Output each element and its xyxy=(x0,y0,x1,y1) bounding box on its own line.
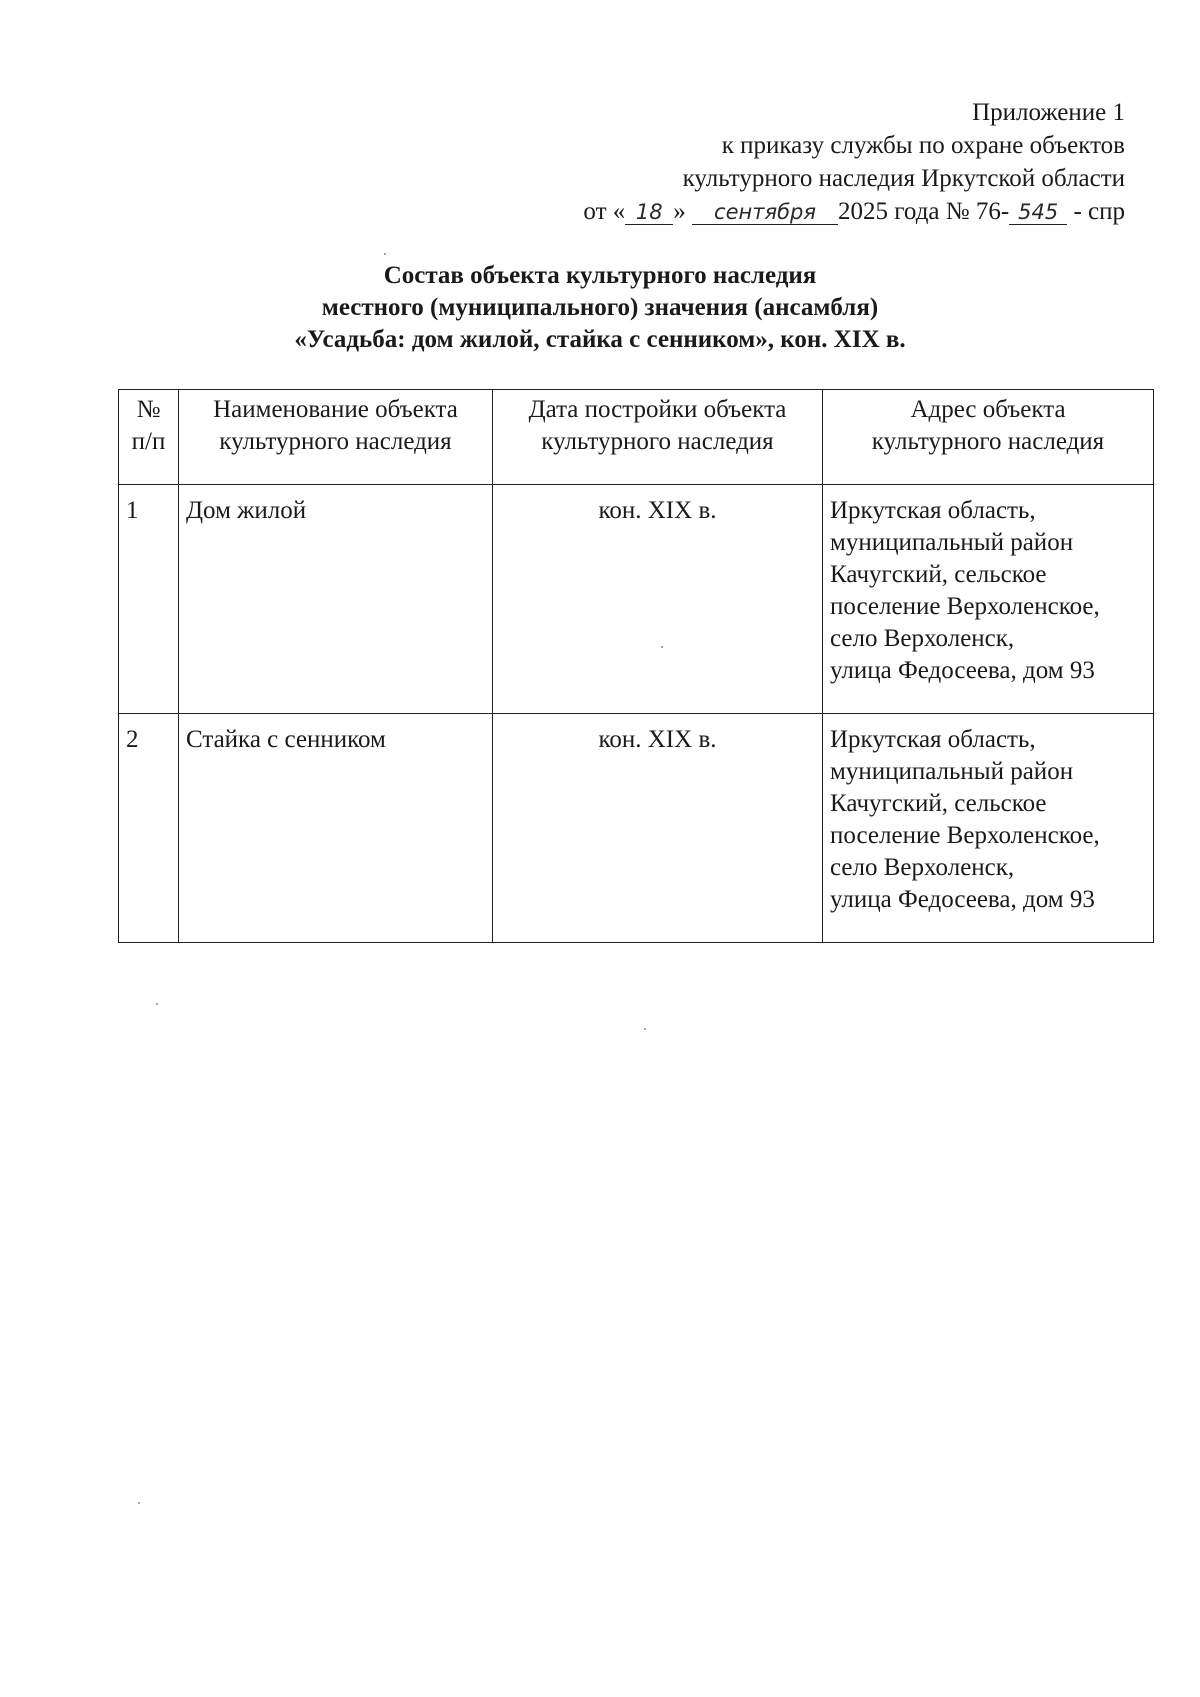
header-number xyxy=(119,390,179,485)
header-name xyxy=(179,390,493,485)
construction-date: кон. XIX в. xyxy=(493,485,823,714)
scan-speck xyxy=(156,1003,158,1005)
address-line: село Верхоленск, xyxy=(830,625,1015,652)
address-line: муниципальный район xyxy=(830,529,1074,556)
address-line: муниципальный район xyxy=(830,758,1074,785)
address-line: Качугский, сельское xyxy=(830,790,1047,817)
order-date-line xyxy=(583,195,1125,228)
title-line-2: местного (муниципального) значения (ансамбля) xyxy=(321,294,879,321)
address-line: улица Федосеева, дом 93 xyxy=(830,657,1095,684)
appendix-label: Приложение 1 xyxy=(972,99,1125,126)
header-date xyxy=(493,390,823,485)
month-field xyxy=(692,200,838,225)
scan-speck xyxy=(138,1502,140,1504)
table-header-row xyxy=(119,390,1154,485)
title-line-3: «Усадьба: дом жилой, стайка с сенником», кон. XIX в. xyxy=(294,326,906,353)
address-line: Качугский, сельское xyxy=(830,561,1047,588)
construction-date: кон. XIX в. xyxy=(493,714,823,943)
table-row xyxy=(119,714,1154,943)
address-line: Иркутская область, xyxy=(830,497,1036,524)
number-field xyxy=(1009,200,1067,225)
header-number-line-1: № xyxy=(136,396,161,423)
address-line: улица Федосеева, дом 93 xyxy=(830,886,1095,913)
address-line: село Верхоленск, xyxy=(830,854,1015,881)
object-name: Дом жилой xyxy=(179,485,493,714)
appendix-header xyxy=(583,96,1125,228)
scan-speck xyxy=(644,1028,646,1030)
header-name-line-2: культурного наследия xyxy=(219,428,452,455)
scan-speck xyxy=(384,253,386,255)
header-address-line-2: культурного наследия xyxy=(871,428,1105,455)
heritage-objects-table xyxy=(118,389,1154,943)
object-address xyxy=(823,485,1154,714)
title-line-1: Состав объекта культурного наследия xyxy=(383,262,817,289)
day-field xyxy=(625,200,673,225)
order-reference-line-2: культурного наследия Иркутской области xyxy=(682,165,1125,192)
table-row xyxy=(119,485,1154,714)
address-line: поселение Верхоленское, xyxy=(830,593,1100,620)
header-date-line-1: Дата постройки объекта xyxy=(528,396,787,423)
date-prefix: от « xyxy=(583,198,626,225)
header-name-line-1: Наименование объекта xyxy=(213,396,458,423)
handwritten-day: 18 xyxy=(635,200,663,224)
handwritten-month: сентября xyxy=(714,200,817,224)
address-line: Иркутская область, xyxy=(830,726,1036,753)
row-number: 2 xyxy=(119,714,179,943)
scan-speck xyxy=(661,646,663,648)
address-line: поселение Верхоленское, xyxy=(830,822,1100,849)
order-reference-line-1: к приказу службы по охране объектов xyxy=(721,132,1125,159)
object-name: Стайка с сенником xyxy=(179,714,493,943)
header-address xyxy=(823,390,1154,485)
order-suffix: - спр xyxy=(1067,198,1125,225)
header-number-line-2: п/п xyxy=(131,428,166,455)
handwritten-number: 545 xyxy=(1018,200,1059,224)
object-address xyxy=(823,714,1154,943)
quote-close: » xyxy=(673,198,686,225)
year-and-number-text: 2025 года № 76- xyxy=(838,198,1010,225)
document-title xyxy=(0,260,1200,356)
header-date-line-2: культурного наследия xyxy=(541,428,774,455)
row-number: 1 xyxy=(119,485,179,714)
header-address-line-1: Адрес объекта xyxy=(910,396,1066,423)
